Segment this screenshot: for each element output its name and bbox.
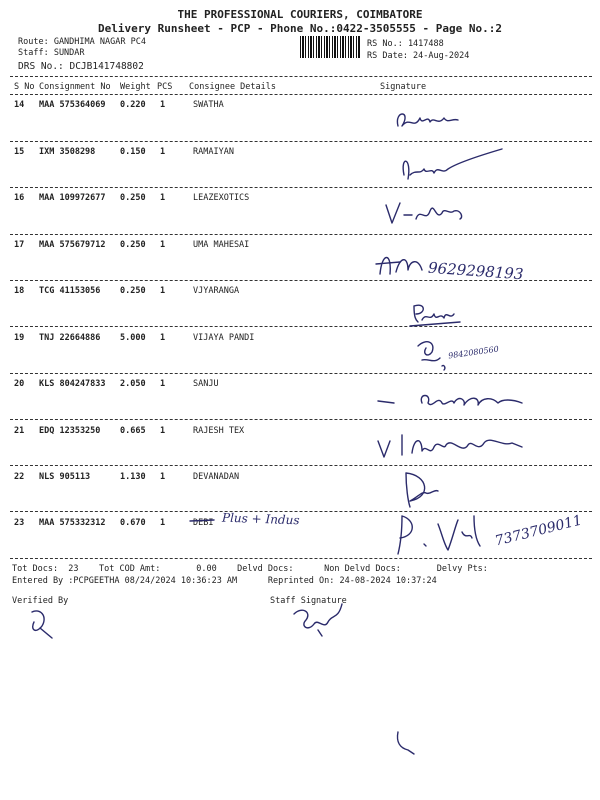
row-consignment: MAA 109972677	[39, 193, 106, 203]
row-consignee: VJYARANGA	[193, 286, 240, 296]
row-consignee: SANJU	[193, 379, 219, 389]
divider	[10, 373, 592, 374]
row-pcs: 1	[160, 100, 166, 110]
divider	[10, 234, 592, 235]
row-consignment: EDQ 12353250	[39, 426, 101, 436]
row-consignee: DEVANADAN	[193, 472, 240, 482]
row-consignment: NLS 905113	[39, 472, 91, 482]
barcode	[300, 36, 360, 58]
row-consignee: SWATHA	[193, 100, 224, 110]
signature	[380, 197, 470, 232]
row-sno: 16	[14, 193, 25, 203]
row-pcs: 1	[160, 240, 166, 250]
divider	[10, 326, 592, 327]
runsheet-title: Delivery Runsheet - PCP - Phone No.:0422-3505555 - Page No.:2	[98, 22, 502, 35]
row-consignment: MAA 575332312	[39, 518, 106, 528]
row-consignment: TCG 41153056	[39, 286, 101, 296]
row-pcs: 1	[160, 426, 166, 436]
verified-by-label: Verified By	[12, 596, 69, 606]
row-sno: 17	[14, 240, 25, 250]
row-sno: 21	[14, 426, 25, 436]
handwritten-note: Plus + Indus	[221, 510, 300, 528]
entered-by-line: Entered By :PCPGEETHA 08/24/2024 10:36:23 AM Reprinted On: 24-08-2024 10:37:24	[12, 576, 437, 586]
staff-label: Staff: SUNDAR	[18, 48, 85, 58]
row-sno: 18	[14, 286, 25, 296]
signature	[390, 510, 490, 558]
row-consignee: VIJAYA PANDI	[193, 333, 255, 343]
divider	[10, 511, 592, 512]
handwritten-phone: 9629298193	[427, 258, 524, 284]
row-weight: 1.130	[120, 472, 146, 482]
row-weight: 2.050	[120, 379, 146, 389]
row-weight: 0.670	[120, 518, 146, 528]
row-sno: 22	[14, 472, 25, 482]
row-sno: 23	[14, 518, 25, 528]
staff-signature-label: Staff Signature	[270, 596, 347, 606]
row-consignment: MAA 575679712	[39, 240, 106, 250]
rs-date: RS Date: 24-Aug-2024	[367, 51, 470, 61]
col-header-consignee: Consignee Details	[189, 82, 276, 92]
row-pcs: 1	[160, 333, 166, 343]
divider	[10, 141, 592, 142]
row-consignee: RAMAIYAN	[193, 147, 234, 157]
drs-number: DRS No.: DCJB141748802	[18, 61, 144, 72]
staff-signature	[288, 600, 348, 640]
row-weight: 5.000	[120, 333, 146, 343]
signature	[390, 106, 470, 136]
col-header-consignment: Consignment No	[39, 82, 111, 92]
row-consignee: LEAZEXOTICS	[193, 193, 250, 203]
col-header-pcs: PCS	[157, 82, 173, 92]
row-consignee: DEBI	[193, 518, 214, 528]
row-sno: 14	[14, 100, 25, 110]
row-consignee: UMA MAHESAI	[193, 240, 250, 250]
row-sno: 15	[14, 147, 25, 157]
rs-number: RS No.: 1417488	[367, 39, 444, 49]
row-weight: 0.250	[120, 240, 146, 250]
divider	[10, 76, 592, 77]
row-pcs: 1	[160, 193, 166, 203]
company-name: THE PROFESSIONAL COURIERS, COIMBATORE	[177, 8, 423, 21]
verifier-signature	[22, 604, 62, 644]
handwritten-number: 9842080560	[447, 344, 500, 361]
pen-mark	[392, 728, 422, 758]
signature	[410, 298, 470, 328]
signature	[398, 145, 508, 190]
signature	[372, 385, 532, 415]
col-header-weight: Weight	[120, 82, 151, 92]
row-consignment: IXM 3508298	[39, 147, 96, 157]
divider	[10, 558, 592, 559]
signature	[372, 246, 432, 282]
signature	[398, 467, 448, 512]
signature	[412, 336, 452, 370]
totals-line: Tot Docs: 23 Tot COD Amt: 0.00 Delvd Docs: Non Delvd Docs: Delvy Pts:	[12, 564, 488, 574]
signature	[372, 427, 532, 467]
handwritten-phone: 7373709011	[493, 512, 584, 550]
row-sno: 19	[14, 333, 25, 343]
col-header-sno: S No	[14, 82, 35, 92]
row-pcs: 1	[160, 472, 166, 482]
row-pcs: 1	[160, 518, 166, 528]
row-pcs: 1	[160, 286, 166, 296]
col-header-signature: Signature	[380, 82, 427, 92]
row-weight: 0.665	[120, 426, 146, 436]
row-pcs: 1	[160, 379, 166, 389]
row-pcs: 1	[160, 147, 166, 157]
strike-mark	[188, 513, 218, 529]
row-consignment: MAA 575364069	[39, 100, 106, 110]
row-weight: 0.220	[120, 100, 146, 110]
row-sno: 20	[14, 379, 25, 389]
row-weight: 0.250	[120, 193, 146, 203]
row-weight: 0.250	[120, 286, 146, 296]
divider	[10, 94, 592, 95]
row-weight: 0.150	[120, 147, 146, 157]
row-consignment: KLS 804247833	[39, 379, 106, 389]
row-consignee: RAJESH TEX	[193, 426, 245, 436]
route-label: Route: GANDHIMA NAGAR PC4	[18, 37, 146, 47]
row-consignment: TNJ 22664886	[39, 333, 101, 343]
divider	[10, 419, 592, 420]
